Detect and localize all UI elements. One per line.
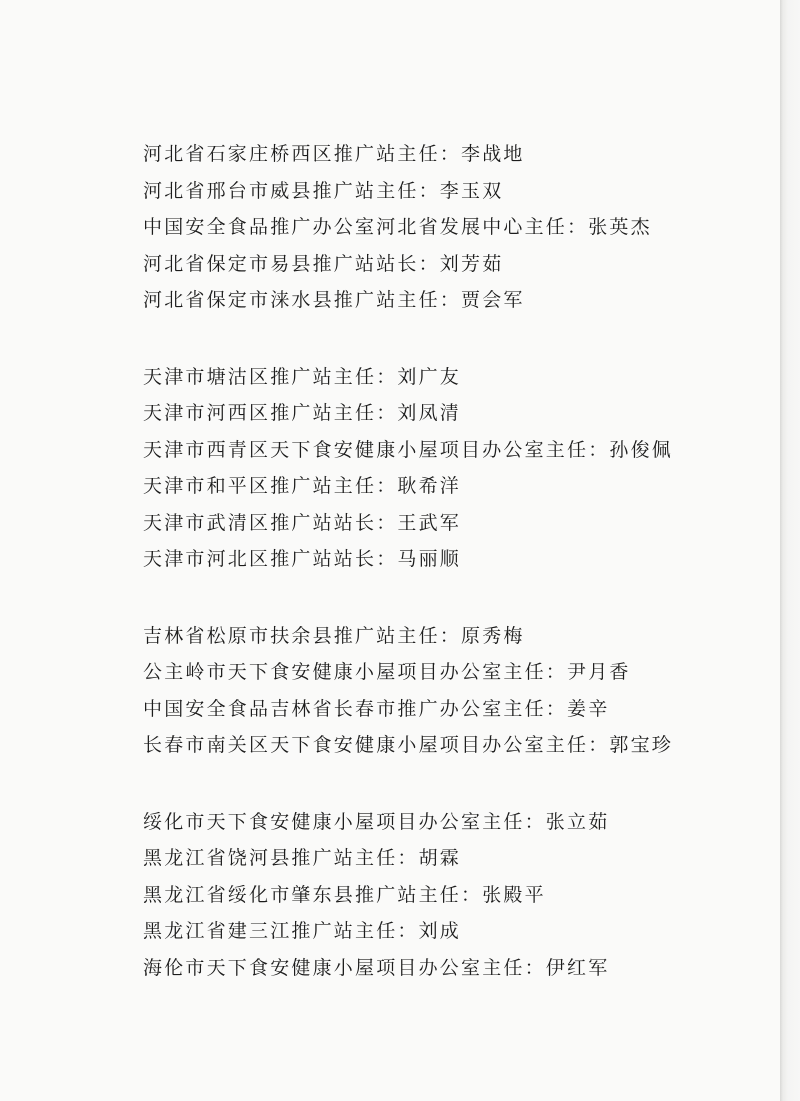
text-line: 中国安全食品推广办公室河北省发展中心主任：张英杰 <box>143 216 652 238</box>
text-line: 天津市西青区天下食安健康小屋项目办公室主任：孙俊佩 <box>143 438 674 461</box>
text-line: 绥化市天下食安健康小屋项目办公室主任：张立茹 <box>143 810 610 833</box>
text-line: 天津市武清区推广站站长：王武军 <box>143 511 462 534</box>
text-line: 黑龙江省绥化市肇东县推广站主任：张殿平 <box>143 883 546 906</box>
text-line: 海伦市天下食安健康小屋项目办公室主任：伊红军 <box>143 956 610 979</box>
text-line: 黑龙江省饶河县推广站主任：胡霖 <box>143 847 462 869</box>
text-line: 河北省保定市涞水县推广站主任：贾会军 <box>143 289 525 311</box>
text-line: 河北省保定市易县推广站站长：刘芳茹 <box>143 252 504 275</box>
text-line: 河北省石家庄桥西区推广站主任：李战地 <box>143 143 525 165</box>
text-line: 天津市河西区推广站主任：刘凤清 <box>143 402 462 424</box>
document-body <box>143 136 763 1026</box>
text-line: 吉林省松原市扶余县推广站主任：原秀梅 <box>143 624 525 647</box>
text-line: 中国安全食品吉林省长春市推广办公室主任：姜辛 <box>143 697 610 720</box>
text-line: 天津市河北区推广站站长：马丽顺 <box>143 548 462 570</box>
text-line: 河北省邢台市威县推广站主任：李玉双 <box>143 179 504 202</box>
group-tianjin <box>143 359 763 578</box>
text-line: 公主岭市天下食安健康小屋项目办公室主任：尹月香 <box>143 661 631 683</box>
scan-edge-shadow <box>780 0 800 1101</box>
text-line: 天津市塘沽区推广站主任：刘广友 <box>143 365 462 388</box>
group-hebei <box>143 136 763 319</box>
group-heilongjiang <box>143 804 763 987</box>
group-jilin <box>143 618 763 764</box>
text-line: 天津市和平区推广站主任：耿希洋 <box>143 475 462 497</box>
text-line: 黑龙江省建三江推广站主任：刘成 <box>143 920 462 942</box>
text-line: 长春市南关区天下食安健康小屋项目办公室主任：郭宝珍 <box>143 734 674 756</box>
